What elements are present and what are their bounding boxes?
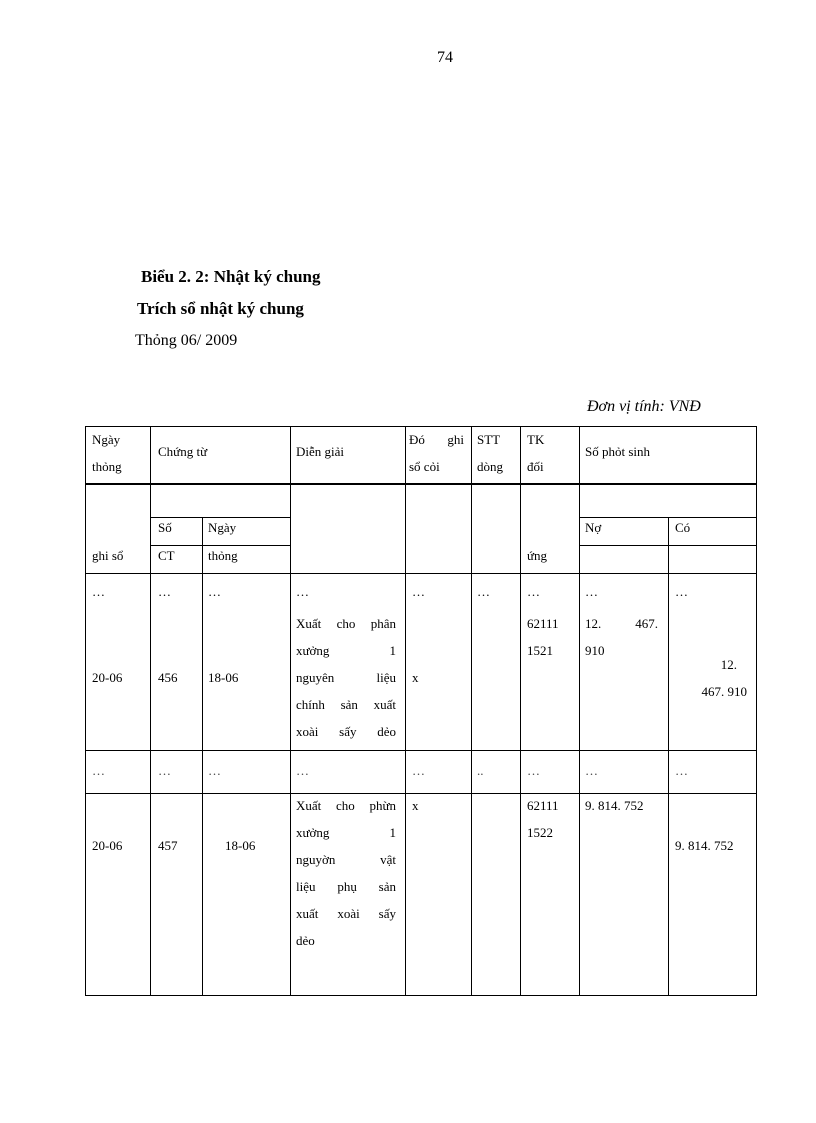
ellipsis-cell: … <box>585 763 598 778</box>
journal-table <box>85 426 757 996</box>
entry-voucher-number: 457 <box>158 838 178 853</box>
header-text: thỏng <box>92 459 122 474</box>
ellipsis-cell: … <box>158 763 171 778</box>
currency-unit-label: Đơn vị tính: VNĐ <box>587 398 701 415</box>
header-da-ghi-so-cai <box>409 426 464 480</box>
ellipsis-cell: … <box>296 584 309 599</box>
account-line: 1522 <box>527 825 553 840</box>
document-subtitle: Trích sổ nhật ký chung <box>137 299 304 318</box>
entry-debit: 9. 814. 752 <box>585 798 644 813</box>
entry-voucher-date: 18-06 <box>208 670 239 685</box>
header-no: Nợ <box>585 520 602 535</box>
header-so: Số <box>158 520 172 535</box>
amount-line: 12. <box>720 657 737 672</box>
ellipsis-cell: … <box>296 763 309 778</box>
header-chung-tu: Chứng từ <box>158 444 208 459</box>
description-line: chính sản xuất <box>296 697 396 712</box>
column-divider <box>202 517 203 996</box>
entry-posted-mark: x <box>412 670 419 685</box>
header-stt-dong <box>477 426 503 480</box>
amount-line: 910 <box>585 643 605 658</box>
header-text: đối <box>527 459 544 474</box>
column-divider <box>668 517 669 996</box>
header-dien-giai: Diễn giải <box>296 444 345 459</box>
entry-date: 20-06 <box>92 838 123 853</box>
amount-line: 467. 910 <box>701 684 747 699</box>
description-line: xưởng 1 <box>296 643 396 658</box>
header-text: Ngày <box>92 432 121 447</box>
amount-line: 12. 467. <box>585 616 658 631</box>
header-ung: ứng <box>527 548 548 563</box>
entry-credit <box>675 651 747 705</box>
header-text: dòng <box>477 459 503 474</box>
column-divider <box>579 426 580 996</box>
entry-posted-mark: x <box>412 798 419 813</box>
ellipsis-cell: … <box>92 763 105 778</box>
ellipsis-cell: … <box>412 763 425 778</box>
document-title: Biểu 2. 2: Nhật ký chung <box>141 267 321 286</box>
header-text: Đó ghi <box>409 432 464 447</box>
ellipsis-cell: .. <box>477 763 484 778</box>
ellipsis-cell: … <box>208 763 221 778</box>
description-line: xưởng 1 <box>296 825 396 840</box>
page-number: 74 <box>437 49 453 66</box>
description-line: nguyờn vật <box>296 852 396 867</box>
header-co: Có <box>675 520 691 535</box>
description-line: xuất xoài sấy <box>296 906 396 921</box>
header-tk-doi-ung <box>527 426 544 480</box>
entry-voucher-number: 456 <box>158 670 178 685</box>
document-period: Thỏng 06/ 2009 <box>135 332 238 349</box>
ellipsis-cell: … <box>412 584 425 599</box>
account-line: 62111 <box>527 798 559 813</box>
table-border-bottom <box>85 995 757 996</box>
account-line: 62111 <box>527 616 559 631</box>
header-ct: CT <box>158 548 175 563</box>
description-line: Xuất cho phân <box>296 616 396 631</box>
row-divider <box>85 573 757 574</box>
entry-description <box>296 610 396 745</box>
entry-debit <box>585 610 658 664</box>
description-line: nguyên liệu <box>296 670 396 685</box>
description-line: dẻo <box>296 933 315 948</box>
header-so-phat-sinh: Số phỏt sinh <box>585 444 651 459</box>
entry-voucher-date: 18-06 <box>225 838 256 853</box>
ellipsis-cell: … <box>208 584 221 599</box>
account-line: 1521 <box>527 643 553 658</box>
column-divider <box>150 426 151 996</box>
column-divider <box>290 426 291 996</box>
table-border-right <box>756 426 757 996</box>
ellipsis-cell: … <box>527 584 540 599</box>
column-divider <box>85 426 86 996</box>
header-text: STT <box>477 432 501 447</box>
entry-description <box>296 792 396 954</box>
header-ghi-so: ghi sổ <box>92 548 124 563</box>
row-divider <box>85 793 757 794</box>
entry-date: 20-06 <box>92 670 123 685</box>
ellipsis-cell: … <box>527 763 540 778</box>
description-line: Xuất cho phừn <box>296 798 396 813</box>
ellipsis-cell: … <box>92 584 105 599</box>
column-divider <box>520 426 521 996</box>
column-divider <box>471 426 472 996</box>
row-divider <box>85 750 757 751</box>
header-ngay: Ngày <box>208 520 237 535</box>
entry-account <box>527 792 559 846</box>
header-text: sổ cỏi <box>409 459 440 474</box>
column-divider <box>405 426 406 996</box>
header-text: TK <box>527 432 545 447</box>
header-divider <box>85 483 757 485</box>
entry-credit: 9. 814. 752 <box>675 838 734 853</box>
ellipsis-cell: … <box>477 584 490 599</box>
ellipsis-cell: … <box>675 763 688 778</box>
ellipsis-cell: … <box>585 584 598 599</box>
header-ngay-ghi-so <box>92 426 122 480</box>
entry-account <box>527 610 559 664</box>
header-thang: thỏng <box>208 548 238 563</box>
description-line: xoài sấy dẻo <box>296 724 396 739</box>
description-line: liệu phụ sản <box>296 879 396 894</box>
ellipsis-cell: … <box>158 584 171 599</box>
ellipsis-cell: … <box>675 584 688 599</box>
